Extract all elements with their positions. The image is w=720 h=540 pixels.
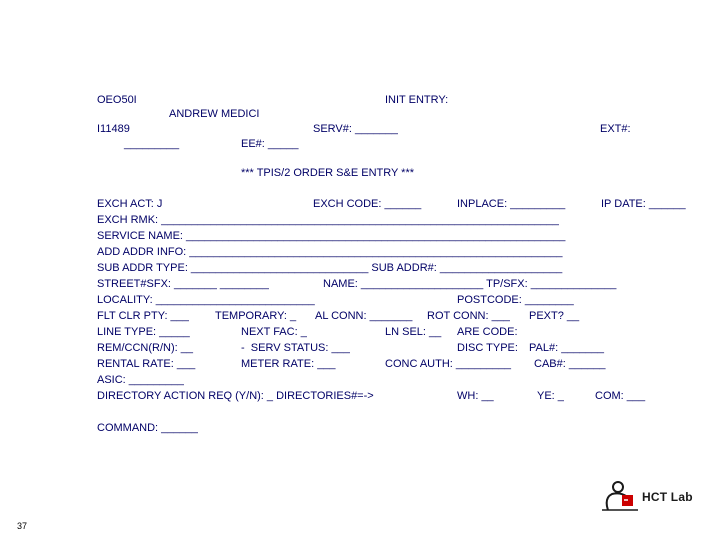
conc-auth-field[interactable]: CONC AUTH: _________	[385, 358, 511, 370]
flt-clr-pty-field[interactable]: FLT CLR PTY: ___	[97, 310, 189, 322]
rental-rate-field[interactable]: RENTAL RATE: ___	[97, 358, 196, 370]
rot-conn-field[interactable]: ROT CONN: ___	[427, 310, 510, 322]
ip-date-field[interactable]: IP DATE: ______	[601, 198, 686, 210]
exch-act-field[interactable]: EXCH ACT: J	[97, 198, 163, 210]
street-sfx-field[interactable]: STREET#SFX: _______ ________	[97, 278, 269, 290]
directory-action-field[interactable]: DIRECTORY ACTION REQ (Y/N): _ DIRECTORIES#=->	[97, 390, 374, 402]
com-field[interactable]: COM: ___	[595, 390, 646, 402]
temporary-field[interactable]: TEMPORARY: _	[215, 310, 297, 322]
locality-field[interactable]: LOCALITY: __________________________	[97, 294, 315, 306]
serv-field[interactable]: SERV#: _______	[313, 123, 398, 135]
serv-status-field[interactable]: - SERV STATUS: ___	[241, 342, 350, 354]
service-name-field[interactable]: SERVICE NAME: ______________________________________________________________	[97, 230, 566, 242]
postcode-field[interactable]: POSTCODE: ________	[457, 294, 574, 306]
pext-field[interactable]: PEXT? __	[529, 310, 580, 322]
hct-lab-logo-icon	[598, 480, 642, 512]
ln-sel-field[interactable]: LN SEL: __	[385, 326, 442, 338]
asic-field[interactable]: ASIC: _________	[97, 374, 184, 386]
page-number: 37	[17, 521, 28, 531]
hct-lab-logo-text: HCT Lab	[642, 490, 693, 504]
ee-field[interactable]: EE#: _____	[241, 138, 299, 150]
rem-ccn-field[interactable]: REM/CCN(R/N): __	[97, 342, 193, 354]
add-addr-info-field[interactable]: ADD ADDR INFO: _____________________________________________________________	[97, 246, 563, 258]
line-type-field[interactable]: LINE TYPE: _____	[97, 326, 190, 338]
pal-field[interactable]: PAL#: _______	[529, 342, 605, 354]
blank-field[interactable]: _________	[124, 138, 180, 150]
next-fac-field[interactable]: NEXT FAC: _	[241, 326, 307, 338]
user-id: I11489	[97, 123, 130, 135]
hct-lab-logo	[598, 480, 702, 512]
name-field[interactable]: NAME: ____________________ TP/SFX: ______________	[323, 278, 617, 290]
sub-addr-type-field[interactable]: SUB ADDR TYPE: _____________________________ SUB ADDR#: ____________________	[97, 262, 563, 274]
ext-field[interactable]: EXT#:	[600, 123, 631, 135]
meter-rate-field[interactable]: METER RATE: ___	[241, 358, 336, 370]
disc-type-field[interactable]: DISC TYPE:	[457, 342, 518, 354]
inplace-field[interactable]: INPLACE: _________	[457, 198, 566, 210]
ye-field[interactable]: YE: _	[537, 390, 564, 402]
user-name: ANDREW MEDICI	[169, 108, 260, 120]
cab-field[interactable]: CAB#: ______	[534, 358, 606, 370]
command-input[interactable]: COMMAND: ______	[97, 422, 198, 434]
exch-code-field[interactable]: EXCH CODE: ______	[313, 198, 422, 210]
screen-title: *** TPIS/2 ORDER S&E ENTRY ***	[241, 167, 415, 179]
are-code-field[interactable]: ARE CODE:	[457, 326, 518, 338]
screen-code: OEO50I	[97, 94, 137, 106]
al-conn-field[interactable]: AL CONN: _______	[315, 310, 413, 322]
init-entry-label: INIT ENTRY:	[385, 94, 449, 106]
exch-rmk-field[interactable]: EXCH RMK: _________________________________________________________________	[97, 214, 559, 226]
wh-field[interactable]: WH: __	[457, 390, 494, 402]
